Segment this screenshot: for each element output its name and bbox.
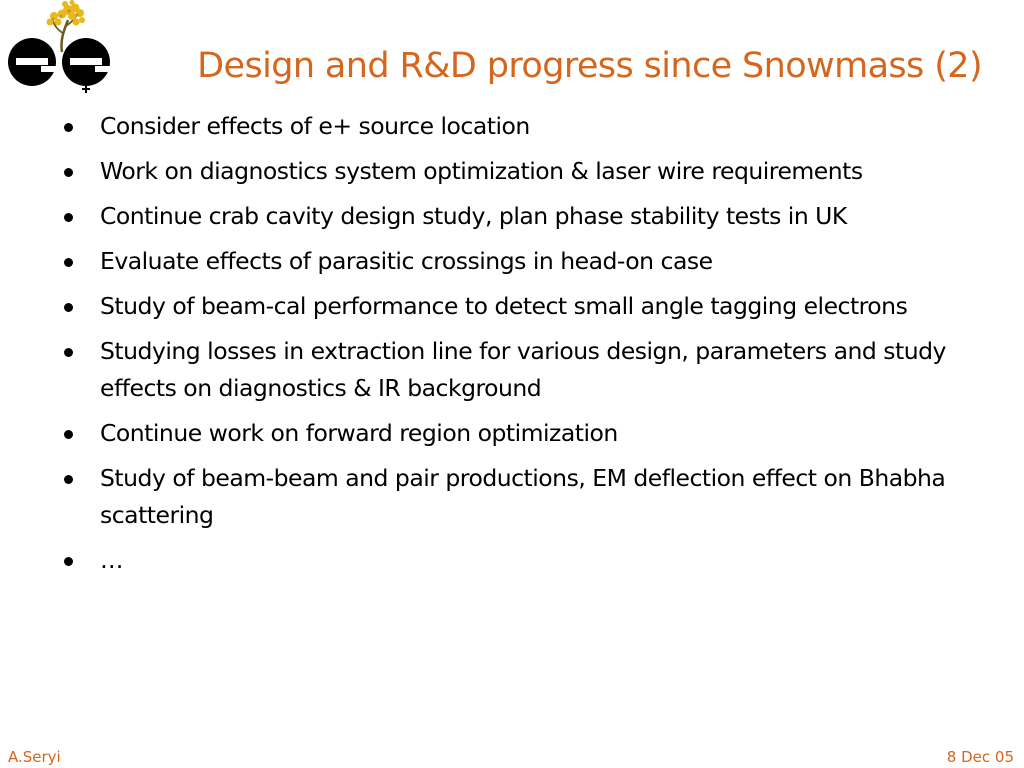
bullet-text: Evaluate effects of parasitic crossings in head-on case xyxy=(100,247,713,275)
bullet-item xyxy=(56,460,976,534)
bullet-text: Study of beam-beam and pair productions, EM deflection effect on Bhabha scattering xyxy=(100,464,946,529)
footer-author: A.Seryi xyxy=(8,748,61,766)
bullet-item xyxy=(56,333,976,407)
bullet-dot-icon xyxy=(64,430,73,439)
footer-date: 8 Dec 05 xyxy=(946,748,1014,766)
bullet-list xyxy=(56,108,976,587)
bullet-text: Study of beam-cal performance to detect small angle tagging electrons xyxy=(100,292,908,320)
bullet-dot-icon xyxy=(64,557,73,566)
bullet-dot-icon xyxy=(64,303,73,312)
slide-title: Design and R&D progress since Snowmass (2) xyxy=(197,46,982,86)
bullet-text: Consider effects of e+ source location xyxy=(100,112,530,140)
bullet-text: Studying losses in extraction line for various design, parameters and study effects on diagnostics & IR background xyxy=(100,337,946,402)
bullet-dot-icon xyxy=(64,258,73,267)
bullet-dot-icon xyxy=(64,123,73,132)
bullet-text: Continue work on forward region optimization xyxy=(100,419,618,447)
bullet-item xyxy=(56,415,976,452)
bullet-item xyxy=(56,542,976,579)
bullet-text: Work on diagnostics system optimization & laser wire requirements xyxy=(100,157,863,185)
bullet-dot-icon xyxy=(64,168,73,177)
bullet-item xyxy=(56,198,976,235)
bullet-text: Continue crab cavity design study, plan phase stability tests in UK xyxy=(100,202,847,230)
bullet-item xyxy=(56,108,976,145)
bullet-dot-icon xyxy=(64,348,73,357)
bullet-item xyxy=(56,153,976,190)
bullet-text: … xyxy=(100,546,123,574)
bullet-dot-icon xyxy=(64,213,73,222)
bullet-item xyxy=(56,288,976,325)
bullet-dot-icon xyxy=(64,475,73,484)
bullet-item xyxy=(56,243,976,280)
e-e-flower-logo-icon xyxy=(2,0,114,94)
